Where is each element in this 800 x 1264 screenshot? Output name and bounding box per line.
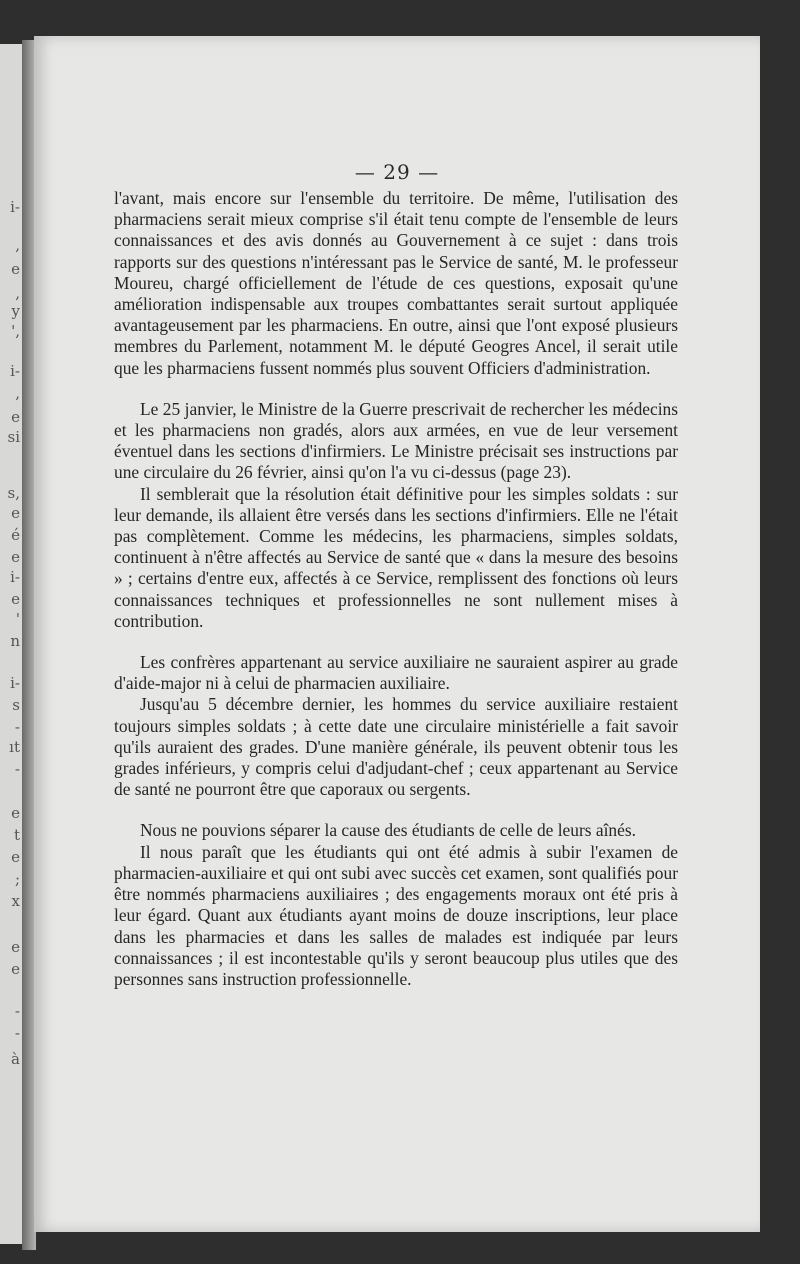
facing-fragment: si [7, 428, 20, 446]
facing-fragment: e [11, 548, 20, 566]
facing-fragment: i- [10, 674, 20, 692]
facing-fragment: e [11, 408, 20, 426]
facing-page-edge [0, 44, 22, 1244]
facing-fragment: - [14, 718, 20, 736]
paragraph: Il nous paraît que les étudiants qui ont été admis à subir l'examen de pharmacien-auxiliaire et qui ont subi avec succès cet examen, sont qualifiés pour être nommés pharmaciens auxiliaires ; des engagements moraux ont été pris à leur égard. Quant aux étudiants ayant moins de douze inscriptions, leur place dans les pharmacies et dans les salles de malades est indiquée par leurs connaissances ; il est incontestable qu'ils y seront beaucoup plus utiles que des personnes sans instruction professionnelle. [114, 841, 678, 989]
book-page [34, 36, 760, 1232]
facing-fragment: - [14, 1002, 20, 1020]
facing-fragment: i- [10, 362, 20, 380]
facing-fragment: x [11, 892, 20, 910]
facing-fragment: ' [15, 610, 20, 628]
facing-fragment: é [11, 526, 20, 544]
page-number: — 29 — [354, 160, 440, 184]
facing-fragment: ; [14, 870, 20, 888]
facing-fragment: - [14, 760, 20, 778]
facing-fragment: ', [11, 322, 20, 340]
facing-fragment: ıt [9, 738, 20, 756]
facing-fragment: , [15, 384, 20, 402]
paragraph: Il semblerait que la résolution était définitive pour les simples soldats : sur leur demande, ils allaient être versés dans les sections d'infirmiers. Elle ne l'était pas complètement. Comme les médecins, les pharmaciens, simples soldats, continuent à n'être affectés au Service de santé que « dans la mesure des besoins » ; certains d'entre eux, affectés à ce Service, remplissent des fonctions où leurs connaissances techniques et professionnelles ne sont nullement mises à contribution. [114, 483, 678, 631]
paragraph: l'avant, mais encore sur l'ensemble du territoire. De même, l'utilisation des pharmaciens serait mieux comprise s'il était tenu compte de l'ensemble de leurs connaissances et des avis donnés au Gouvernement à ce sujet : dans trois rapports sur des questions n'intéressant pas le Service de santé, M. le professeur Moureu, chargé officiellement de l'étude de ces questions, exposait qu'une amélioration indispensable aux troupes combattantes serait surtout appliquée avantageusement par les pharmaciens. En outre, ainsi que l'ont exposé plusieurs membres du Parlement, notamment M. le député Geogres Ancel, il serait utile que les pharmaciens fussent nommés plus souvent Officiers d'administration. [114, 188, 678, 378]
paragraph: Le 25 janvier, le Ministre de la Guerre prescrivait de rechercher les médecins et les pharmaciens non gradés, alors aux armées, en vue de leur versement éventuel dans les sections d'infirmiers. Le Ministre précisait ses instructions par une circulaire du 26 février, ainsi qu'on l'a vu ci-dessus (page 23). [114, 398, 678, 483]
facing-fragment: , [15, 284, 20, 302]
facing-fragment: e [11, 960, 20, 978]
facing-fragment: e [11, 504, 20, 522]
facing-fragment: e [11, 590, 20, 608]
facing-fragment: i- [10, 568, 20, 586]
facing-fragment: n [10, 632, 20, 650]
facing-fragment: s [12, 696, 20, 714]
facing-fragment: y [11, 302, 20, 320]
facing-fragment: t [13, 826, 20, 844]
page-body [114, 188, 678, 990]
paragraph: Les confrères appartenant au service auxiliaire ne sauraient aspirer au grade d'aide-major ni à celui de pharmacien auxiliaire. [114, 652, 678, 694]
facing-fragment: e [11, 938, 20, 956]
facing-fragment: e [11, 260, 20, 278]
facing-fragment: i- [10, 198, 20, 216]
facing-fragment: - [14, 1024, 20, 1042]
paragraph: Jusqu'au 5 décembre dernier, les hommes du service auxiliaire restaient toujours simples soldats ; à cette date une circulaire ministérielle a fait savoir qu'ils auraient des grades. D'une manière générale, ils peuvent obtenir tous les grades inférieurs, y compris celui d'adjudant-chef ; ceux appartenant au Service de santé ne pourront être que caporaux ou sergents. [114, 694, 678, 800]
facing-fragment: , [15, 236, 20, 254]
facing-fragment: e [11, 804, 20, 822]
facing-fragment: s, [7, 484, 20, 502]
paragraph: Nous ne pouvions séparer la cause des étudiants de celle de leurs aînés. [140, 820, 636, 841]
facing-fragment: à [11, 1050, 20, 1068]
facing-fragment: e [11, 848, 20, 866]
